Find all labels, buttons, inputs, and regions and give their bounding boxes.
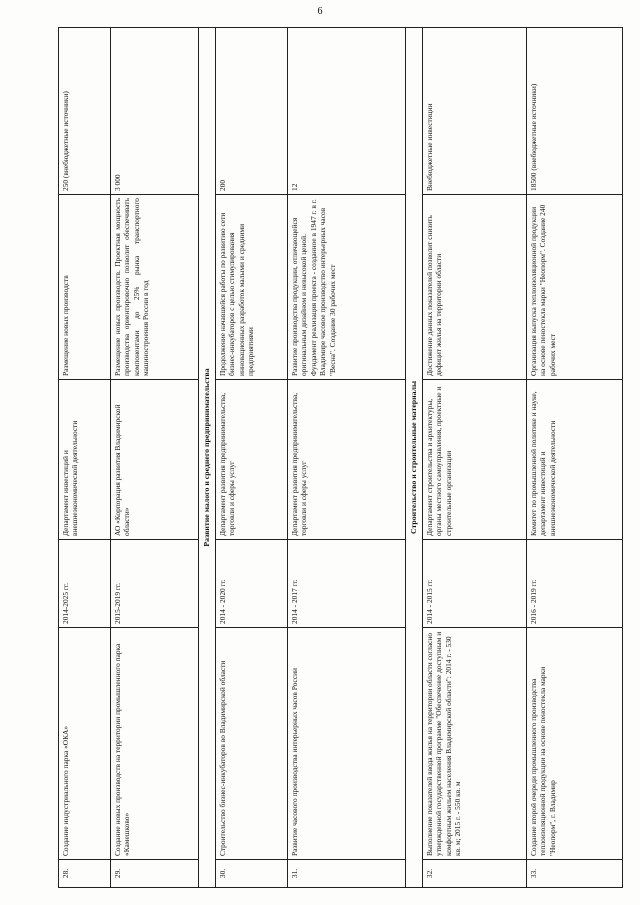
expected-result: Продолжение начавшейся работы по развитию сети бизнес-инкубаторов с целью стимулирования инновационных разработок малыми и средними предприятиями (215, 195, 287, 380)
row-number: 32. (422, 860, 526, 888)
financing-volume: Внебюджетные инвестиции (422, 27, 526, 194)
table-row (111, 27, 199, 887)
financing-volume: 250 (внебюджетные источники) (59, 27, 111, 194)
financing-volume: 12 (287, 27, 405, 194)
measure-name: Создание индустриального парка «ОКА» (59, 628, 111, 860)
table-row (526, 27, 622, 887)
row-number: 28. (59, 860, 111, 888)
expected-result: Организация выпуска теплоизоляционной продукции на основе пеностекла марки "Неопорм". Создание 240 рабочих мест (526, 195, 622, 380)
period: 2014 - 2015 гг. (422, 540, 526, 628)
row-number: 30. (215, 860, 287, 888)
row-number: 33. (526, 860, 622, 888)
measure-name: Создание новых производств на территории промышленного парка «Камешково» (111, 628, 199, 860)
executor: Комитет по промышленной политике и науке, департамент инвестиций и внешнеэкономической деятельности (526, 380, 622, 540)
measure-name: Строительство бизнес-инкубаторов во Владимирской области (215, 628, 287, 860)
executor: Департамент строительства и архитектуры, органы местного самоуправления, проектные и строительные организации (422, 380, 526, 540)
measures-table (58, 27, 623, 888)
measure-name: Выполнение показателей ввода жилья на территории области согласно утвержденной государственной программе "Обеспечение доступным и комфортным жильем населения Владимирской области": 2014 г. - 530 кв. м; 2015 г. - 550 кв. м (422, 628, 526, 860)
financing-volume: 3 000 (111, 27, 199, 194)
rotated-table-sheet (58, 28, 620, 888)
row-number: 31. (287, 860, 405, 888)
executor: Департамент развития предпринимательства, торговли и сферы услуг (215, 380, 287, 540)
financing-volume: 18500 (внебюджетные источники) (526, 27, 622, 194)
measure-name: Создание второй очереди промышленного производства теплоизоляционной продукции на основе пеностекла марки "Неопорм", г. Владимир (526, 628, 622, 860)
period: 2016 - 2019 гг. (526, 540, 622, 628)
row-number: 29. (111, 860, 199, 888)
executor: Департамент инвестиций и внешнеэкономической деятельности (59, 380, 111, 540)
table-row (287, 27, 405, 887)
table-row (215, 27, 287, 887)
table-row (59, 27, 111, 887)
table-row (422, 27, 526, 887)
measure-name: Развитие часового производства интерьерных часов России (287, 628, 405, 860)
period: 2015-2019 гг. (111, 540, 199, 628)
period: 2014 - 2017 гг. (287, 540, 405, 628)
period: 2014 - 2020 гг. (215, 540, 287, 628)
expected-result: Размещение новых производств. Проектная мощность производства ориентировочно позволит обеспечивать компонентами до 25% рынка транспортного машиностроения России в год (111, 195, 199, 380)
executor: АО «Корпорация развития Владимирской области» (111, 380, 199, 540)
section-heading-small-business: Развитие малого и среднего предпринимательства (199, 27, 216, 887)
section-heading-construction: Строительство и строительные материалы (405, 27, 422, 887)
expected-result: Достижение данных показателей позволит снизить дефицит жилья на территории области (422, 195, 526, 380)
expected-result: Развитие производства продукции, отличающейся оригинальным дизайном и невысокой ценой. Фундамент реализация проекта - созданное в 1947 г. в г. Владимире часовое производство интерьерных часов "Весна". Создание 30 рабочих мест (287, 195, 405, 380)
section-row (405, 27, 422, 887)
section-row (199, 27, 216, 887)
expected-result: Размещение новых производств (59, 195, 111, 380)
executor: Департамент развития предпринимательства, торговли и сферы услуг (287, 380, 405, 540)
page-number: 6 (317, 6, 323, 17)
financing-volume: 200 (215, 27, 287, 194)
period: 2014-2025 гг. (59, 540, 111, 628)
